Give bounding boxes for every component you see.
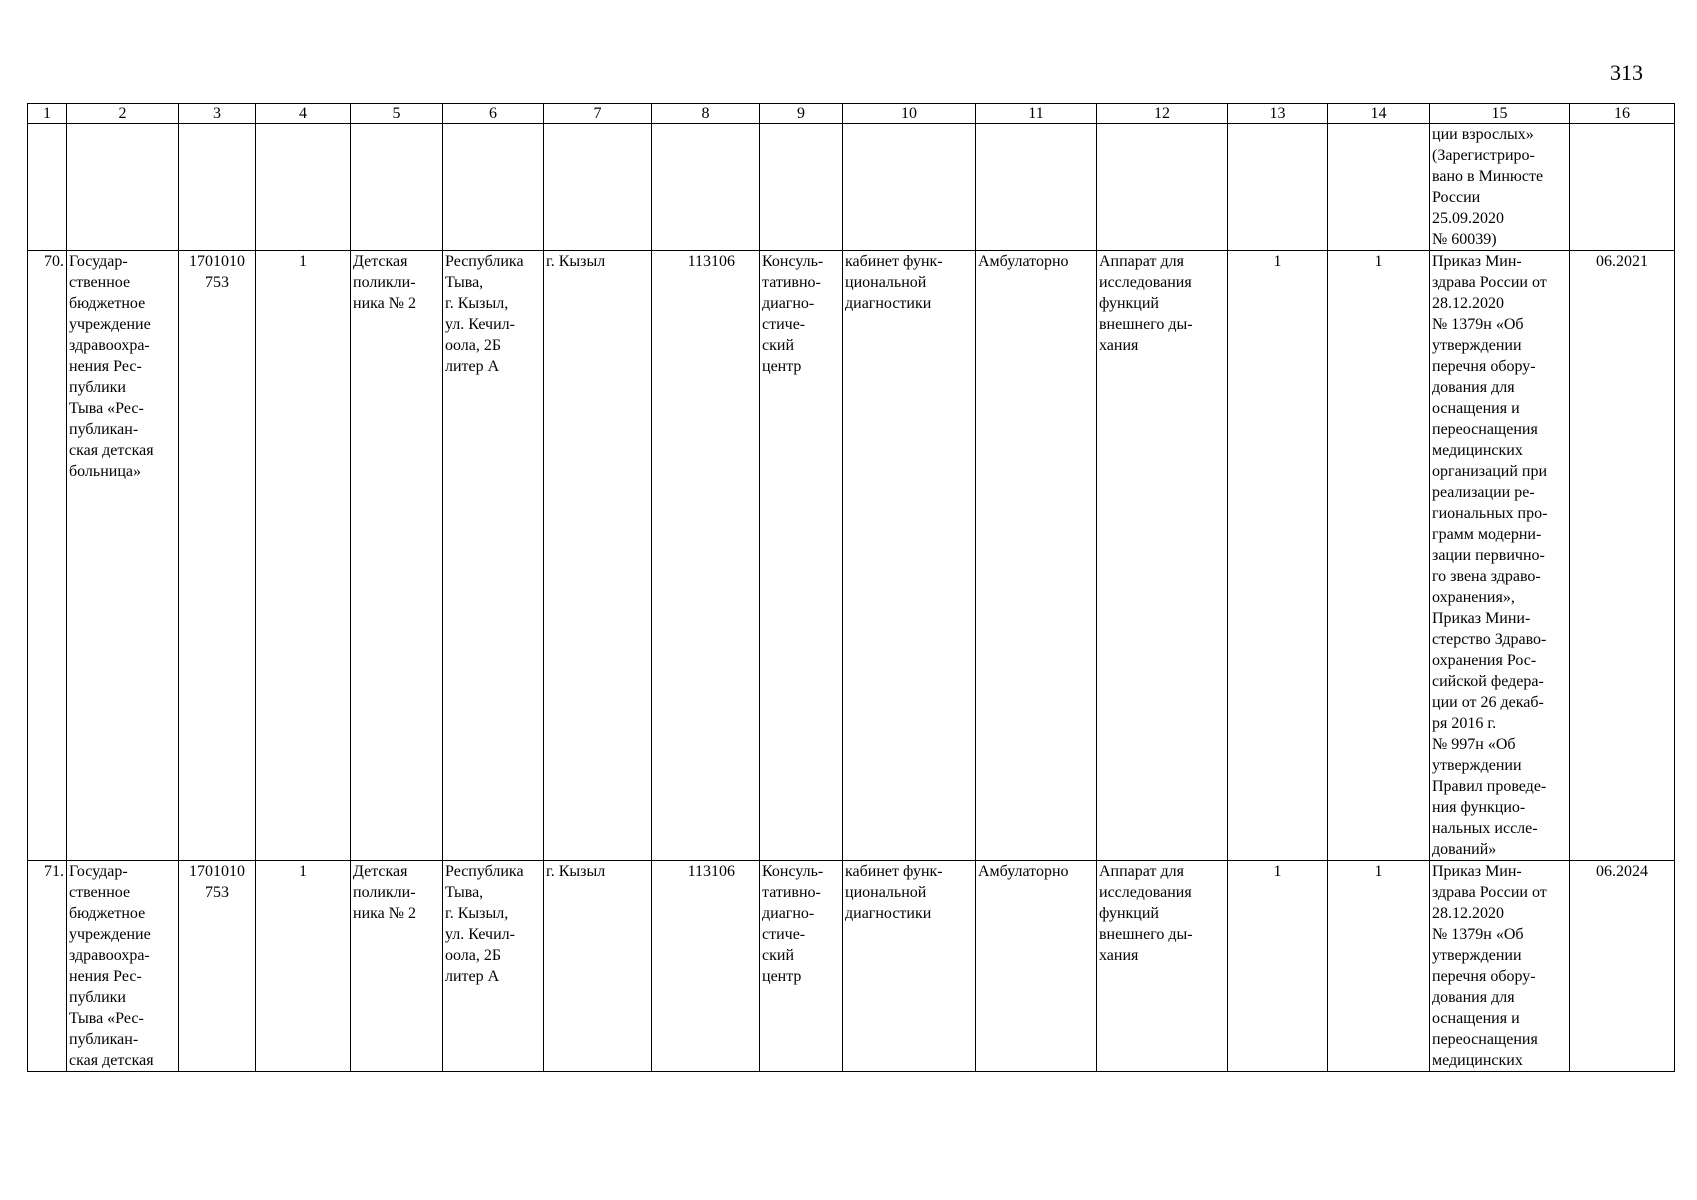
date-cell: 06.2021 [1570, 251, 1675, 861]
regulation-cell: Приказ Мин- здрава России от 28.12.2020 № 1379н «Об утверждении перечня обору- дования для оснащения и переоснащения медицинских [1430, 861, 1570, 1072]
postal-code-cell: 113106 [652, 251, 760, 861]
regulation-cell: ции взрослых» (Зарегистриро- вано в Минюсте России 25.09.2020 № 60039) [1430, 124, 1570, 251]
equipment-table [27, 103, 1675, 1072]
column-header: 11 [976, 104, 1097, 124]
quantity-cell: 1 [1328, 251, 1430, 861]
column-header: 8 [652, 104, 760, 124]
column-header: 16 [1570, 104, 1675, 124]
care-type-cell: Амбулаторно [976, 861, 1097, 1072]
date-cell: 06.2024 [1570, 861, 1675, 1072]
quantity-cell: 1 [1228, 861, 1328, 1072]
quantity-cell: 1 [1328, 861, 1430, 1072]
table-row [28, 861, 1675, 1072]
count-cell: 1 [256, 861, 351, 1072]
column-header: 14 [1328, 104, 1430, 124]
column-header: 7 [544, 104, 652, 124]
subdivision-cell: Детская поликли- ника № 2 [351, 861, 443, 1072]
column-header: 15 [1430, 104, 1570, 124]
organization-cell: Государ- ственное бюджетное учреждение здравоохра- нения Рес- публики Тыва «Рес- публикан- ская детская [67, 861, 179, 1072]
column-header: 9 [760, 104, 843, 124]
care-type-cell: Амбулаторно [976, 251, 1097, 861]
table-row [28, 251, 1675, 861]
column-header: 13 [1228, 104, 1328, 124]
equipment-cell: Аппарат для исследования функций внешнего ды- хания [1097, 251, 1228, 861]
column-header: 1 [28, 104, 67, 124]
department-cell: кабинет функ- циональной диагностики [843, 861, 976, 1072]
column-header-row [28, 104, 1675, 124]
column-header: 5 [351, 104, 443, 124]
quantity-cell: 1 [1228, 251, 1328, 861]
organization-cell: Государ- ственное бюджетное учреждение здравоохра- нения Рес- публики Тыва «Рес- публикан- ская детская больница» [67, 251, 179, 861]
code-cell: 1701010 753 [179, 251, 256, 861]
address-cell: Республика Тыва, г. Кызыл, ул. Кечил- оола, 2Б литер А [443, 251, 544, 861]
city-cell: г. Кызыл [544, 861, 652, 1072]
column-header: 12 [1097, 104, 1228, 124]
column-header: 10 [843, 104, 976, 124]
column-header: 2 [67, 104, 179, 124]
code-cell: 1701010 753 [179, 861, 256, 1072]
unit-type-cell: Консуль- тативно- диагно- стиче- ский центр [760, 251, 843, 861]
column-header: 6 [443, 104, 544, 124]
row-number: 70. [28, 251, 67, 861]
city-cell: г. Кызыл [544, 251, 652, 861]
equipment-cell: Аппарат для исследования функций внешнего ды- хания [1097, 861, 1228, 1072]
department-cell: кабинет функ- циональной диагностики [843, 251, 976, 861]
postal-code-cell: 113106 [652, 861, 760, 1072]
unit-type-cell: Консуль- тативно- диагно- стиче- ский центр [760, 861, 843, 1072]
regulation-cell: Приказ Мин- здрава России от 28.12.2020 № 1379н «Об утверждении перечня обору- дования для оснащения и переоснащения медицинских организаций при реализации ре- гиональных про- грамм модерни- зации первично- го звена здраво- охранения», Приказ Мини- стерство Здраво- охранения Рос- сийской федера- ции от 26 декаб- ря 2016 г. № 997н «Об утверждении Правил проведе- ния функцио- нальных иссле- дований» [1430, 251, 1570, 861]
continuation-row [28, 124, 1675, 251]
count-cell: 1 [256, 251, 351, 861]
column-header: 4 [256, 104, 351, 124]
row-number: 71. [28, 861, 67, 1072]
subdivision-cell: Детская поликли- ника № 2 [351, 251, 443, 861]
page-number: 313 [1610, 60, 1643, 85]
column-header: 3 [179, 104, 256, 124]
address-cell: Республика Тыва, г. Кызыл, ул. Кечил- оола, 2Б литер А [443, 861, 544, 1072]
